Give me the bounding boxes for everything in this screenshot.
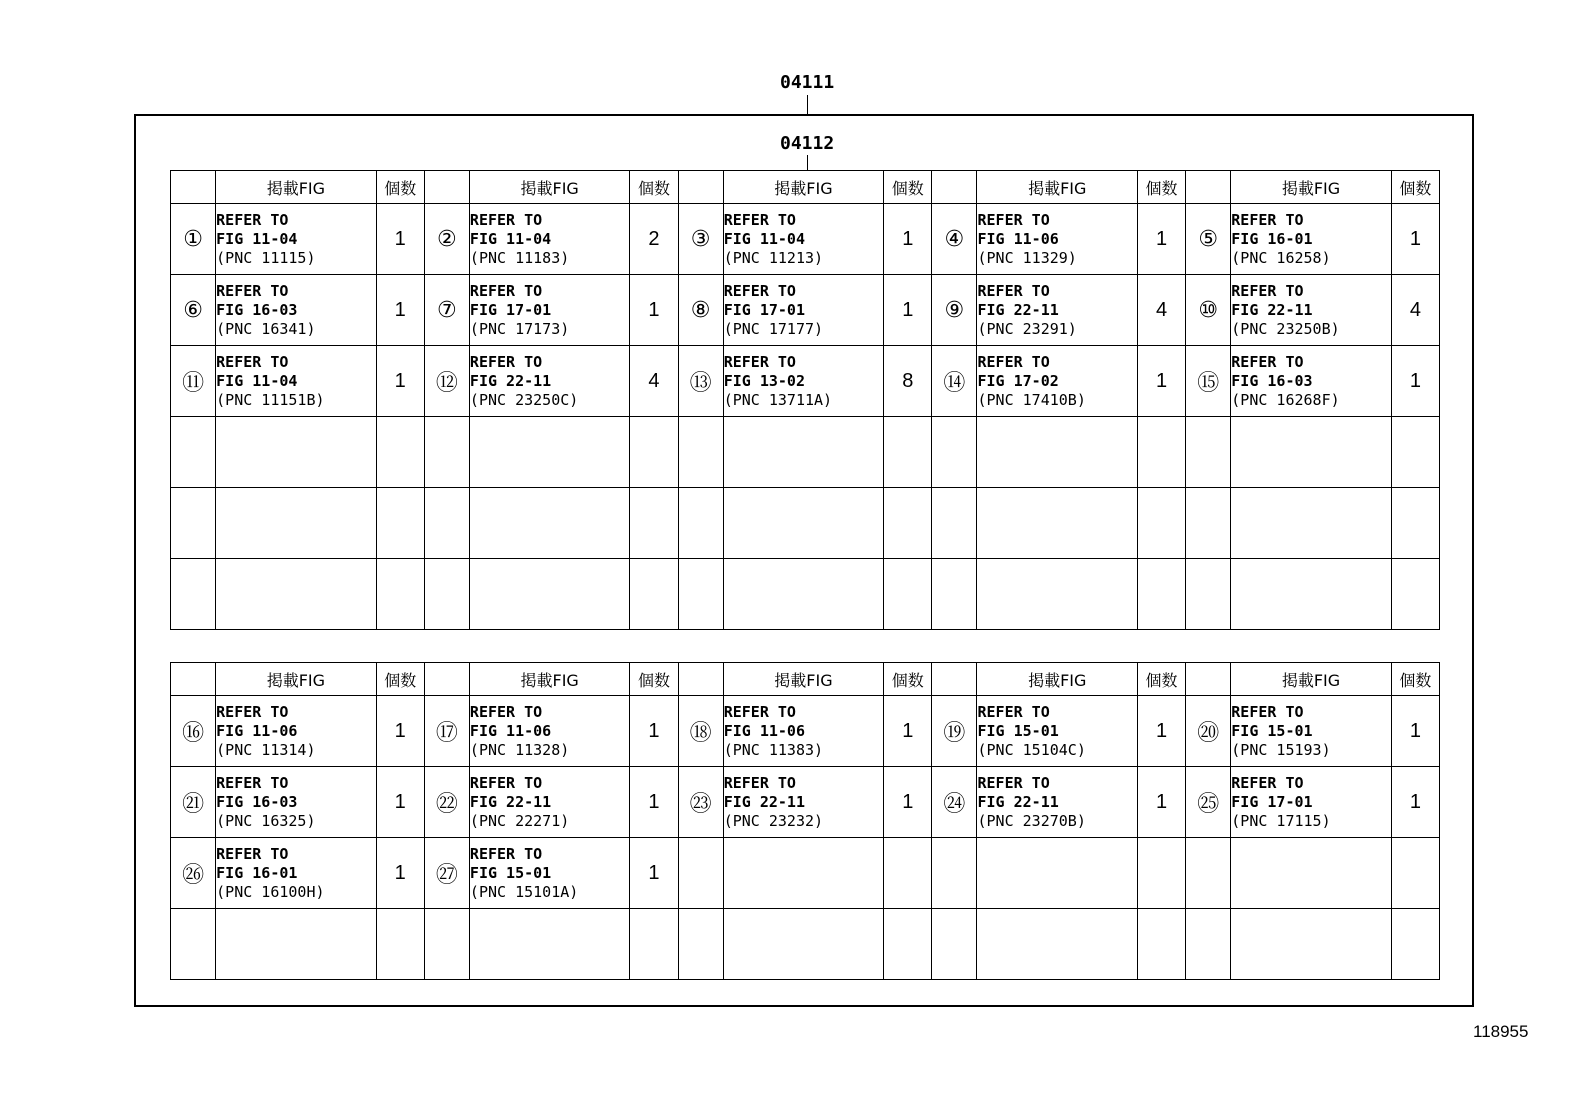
assembly-label-04112: 04112 (780, 133, 835, 154)
reference-cell (977, 346, 1138, 417)
reference-cell (723, 838, 884, 909)
reference-line-1: REFER TO (216, 210, 289, 229)
table-row (171, 767, 1440, 838)
header-fig-cell: 掲載FIG (469, 663, 630, 696)
quantity-cell: 1 (1137, 204, 1185, 275)
reference-pnc: (PNC 16268F) (1231, 390, 1340, 409)
empty-reference-cell (1231, 559, 1392, 630)
empty-quantity-cell (630, 488, 678, 559)
empty-reference-cell (1231, 488, 1392, 559)
reference-figure: FIG 17-02 (977, 371, 1059, 390)
quantity-cell: 1 (1391, 204, 1439, 275)
reference-pnc: (PNC 15101A) (469, 882, 579, 901)
quantity-cell: 1 (1137, 346, 1185, 417)
reference-pnc: (PNC 11329) (977, 248, 1077, 267)
empty-quantity-cell (1137, 559, 1185, 630)
table-row (171, 275, 1440, 346)
item-number: ⑭ (932, 346, 977, 417)
header-number-cell (1186, 663, 1231, 696)
reference-line-1: REFER TO (723, 352, 796, 371)
reference-pnc: (PNC 13711A) (723, 390, 833, 409)
empty-quantity-cell (884, 488, 932, 559)
table-row (171, 204, 1440, 275)
reference-cell (977, 275, 1138, 346)
empty-number-cell (171, 488, 216, 559)
reference-line-1: REFER TO (723, 281, 796, 300)
parts-table-2 (170, 662, 1440, 980)
empty-quantity-cell (376, 559, 424, 630)
empty-reference-cell (469, 417, 630, 488)
reference-line-1: REFER TO (1231, 702, 1304, 721)
reference-cell (216, 767, 377, 838)
reference-cell (469, 767, 630, 838)
item-number: ④ (932, 204, 977, 275)
empty-quantity-cell (1137, 417, 1185, 488)
empty-reference-cell (469, 909, 630, 980)
reference-figure: FIG 22-11 (469, 792, 552, 811)
reference-figure: FIG 13-02 (723, 371, 805, 390)
empty-number-cell (932, 417, 977, 488)
empty-reference-cell (977, 488, 1138, 559)
header-number-cell (424, 171, 469, 204)
item-number: ㉓ (678, 767, 723, 838)
reference-pnc: (PNC 17410B) (977, 390, 1086, 409)
quantity-cell: 1 (376, 767, 424, 838)
reference-cell (723, 696, 884, 767)
reference-line-1: REFER TO (469, 352, 543, 371)
reference-figure: FIG 22-11 (469, 371, 552, 390)
reference-cell (723, 346, 884, 417)
reference-pnc: (PNC 23270B) (977, 811, 1086, 830)
reference-line-1: REFER TO (723, 210, 796, 229)
header-fig-cell: 掲載FIG (723, 171, 884, 204)
reference-pnc: (PNC 11328) (469, 740, 570, 759)
quantity-cell: 4 (1137, 275, 1185, 346)
header-fig-cell: 掲載FIG (977, 171, 1138, 204)
reference-cell (1231, 696, 1392, 767)
reference-line-1: REFER TO (469, 281, 543, 300)
reference-figure: FIG 16-03 (216, 300, 298, 319)
empty-reference-cell (216, 488, 377, 559)
item-number: ⑬ (678, 346, 723, 417)
quantity-cell (1391, 838, 1439, 909)
reference-figure: FIG 11-06 (723, 721, 805, 740)
quantity-cell: 1 (1137, 767, 1185, 838)
reference-figure: FIG 16-03 (216, 792, 298, 811)
item-number: ⑩ (1186, 275, 1231, 346)
reference-line-1: REFER TO (216, 352, 289, 371)
item-number: ⑨ (932, 275, 977, 346)
quantity-cell: 1 (376, 275, 424, 346)
illustration-id: 118955 (1473, 1022, 1529, 1041)
reference-figure: FIG 16-03 (1231, 371, 1313, 390)
reference-cell (1231, 767, 1392, 838)
header-qty-cell: 個数 (884, 171, 932, 204)
item-number: ② (424, 204, 469, 275)
reference-cell (723, 275, 884, 346)
reference-pnc: (PNC 16100H) (216, 882, 325, 901)
quantity-cell: 4 (1391, 275, 1439, 346)
item-number: ⑤ (1186, 204, 1231, 275)
header-fig-cell: 掲載FIG (1231, 171, 1392, 204)
item-number: ⑲ (932, 696, 977, 767)
header-number-cell (171, 171, 216, 204)
empty-row (171, 559, 1440, 630)
empty-quantity-cell (884, 559, 932, 630)
reference-cell (977, 696, 1138, 767)
reference-figure: FIG 22-11 (977, 792, 1059, 811)
reference-cell (469, 696, 630, 767)
reference-pnc: (PNC 15193) (1231, 740, 1331, 759)
reference-pnc: (PNC 11183) (469, 248, 570, 267)
header-number-cell (424, 663, 469, 696)
reference-line-1: REFER TO (216, 844, 289, 863)
quantity-cell: 1 (630, 275, 678, 346)
empty-number-cell (424, 909, 469, 980)
empty-number-cell (932, 488, 977, 559)
table-row (171, 346, 1440, 417)
item-number: ⑦ (424, 275, 469, 346)
header-fig-cell: 掲載FIG (216, 663, 377, 696)
reference-figure: FIG 17-01 (723, 300, 805, 319)
quantity-cell: 1 (884, 767, 932, 838)
empty-quantity-cell (884, 909, 932, 980)
item-number: ⑧ (678, 275, 723, 346)
leader-line-04111 (807, 95, 808, 115)
table-row (171, 838, 1440, 909)
table-row (171, 696, 1440, 767)
empty-quantity-cell (1137, 909, 1185, 980)
empty-reference-cell (1231, 909, 1392, 980)
empty-reference-cell (723, 417, 884, 488)
reference-figure: FIG 16-01 (216, 863, 298, 882)
reference-figure: FIG 11-04 (216, 229, 298, 248)
quantity-cell: 1 (376, 346, 424, 417)
empty-reference-cell (723, 488, 884, 559)
empty-reference-cell (216, 417, 377, 488)
header-number-cell (932, 171, 977, 204)
item-number (678, 838, 723, 909)
reference-cell (723, 204, 884, 275)
item-number: ⑮ (1186, 346, 1231, 417)
quantity-cell (1137, 838, 1185, 909)
empty-reference-cell (216, 559, 377, 630)
header-qty-cell: 個数 (1391, 663, 1439, 696)
empty-number-cell (1186, 559, 1231, 630)
empty-number-cell (678, 559, 723, 630)
reference-line-1: REFER TO (977, 702, 1050, 721)
item-number: ㉕ (1186, 767, 1231, 838)
reference-pnc: (PNC 11383) (723, 740, 824, 759)
reference-pnc: (PNC 11115) (216, 248, 316, 267)
reference-line-1: REFER TO (1231, 352, 1304, 371)
quantity-cell: 1 (1391, 696, 1439, 767)
quantity-cell (884, 838, 932, 909)
empty-number-cell (678, 488, 723, 559)
reference-figure: FIG 22-11 (1231, 300, 1313, 319)
header-fig-cell: 掲載FIG (723, 663, 884, 696)
empty-number-cell (424, 417, 469, 488)
reference-figure: FIG 11-04 (216, 371, 298, 390)
reference-cell (469, 204, 630, 275)
reference-pnc: (PNC 23250B) (1231, 319, 1340, 338)
quantity-cell: 1 (884, 275, 932, 346)
empty-reference-cell (469, 559, 630, 630)
header-qty-cell: 個数 (630, 171, 678, 204)
item-number: ㉑ (171, 767, 216, 838)
item-number: ㉒ (424, 767, 469, 838)
assembly-label-04111: 04111 (780, 72, 835, 93)
quantity-cell: 4 (630, 346, 678, 417)
empty-reference-cell (723, 559, 884, 630)
empty-number-cell (171, 909, 216, 980)
reference-cell (1231, 275, 1392, 346)
quantity-cell: 1 (376, 696, 424, 767)
reference-cell (469, 275, 630, 346)
reference-line-1: REFER TO (469, 844, 543, 863)
item-number: ③ (678, 204, 723, 275)
header-number-cell (678, 171, 723, 204)
reference-cell (977, 838, 1138, 909)
header-fig-cell: 掲載FIG (216, 171, 377, 204)
empty-number-cell (678, 417, 723, 488)
reference-figure: FIG 11-04 (723, 229, 805, 248)
header-qty-cell: 個数 (376, 171, 424, 204)
reference-figure: FIG 22-11 (977, 300, 1059, 319)
empty-quantity-cell (630, 559, 678, 630)
reference-figure: FIG 15-01 (1231, 721, 1313, 740)
header-number-cell (1186, 171, 1231, 204)
empty-number-cell (678, 909, 723, 980)
reference-figure: FIG 11-06 (469, 721, 552, 740)
reference-cell (723, 767, 884, 838)
empty-number-cell (932, 909, 977, 980)
item-number: ⑳ (1186, 696, 1231, 767)
empty-number-cell (424, 559, 469, 630)
quantity-cell: 1 (1391, 767, 1439, 838)
table-header-row (171, 663, 1440, 696)
reference-cell (977, 204, 1138, 275)
reference-line-1: REFER TO (469, 773, 543, 792)
reference-cell (977, 767, 1138, 838)
empty-quantity-cell (1391, 909, 1439, 980)
item-number: ㉔ (932, 767, 977, 838)
leader-line-04112 (807, 155, 808, 171)
header-qty-cell: 個数 (1391, 171, 1439, 204)
reference-pnc: (PNC 11314) (216, 740, 316, 759)
empty-quantity-cell (1391, 559, 1439, 630)
header-fig-cell: 掲載FIG (1231, 663, 1392, 696)
empty-quantity-cell (376, 488, 424, 559)
quantity-cell: 1 (1391, 346, 1439, 417)
header-fig-cell: 掲載FIG (977, 663, 1138, 696)
reference-line-1: REFER TO (469, 702, 543, 721)
empty-quantity-cell (630, 909, 678, 980)
empty-number-cell (1186, 417, 1231, 488)
item-number: ㉗ (424, 838, 469, 909)
reference-cell (469, 838, 630, 909)
quantity-cell: 1 (630, 838, 678, 909)
item-number: ㉖ (171, 838, 216, 909)
header-number-cell (932, 663, 977, 696)
reference-cell (216, 346, 377, 417)
reference-pnc: (PNC 23232) (723, 811, 824, 830)
header-qty-cell: 個数 (376, 663, 424, 696)
reference-line-1: REFER TO (977, 773, 1050, 792)
reference-figure: FIG 11-04 (469, 229, 552, 248)
empty-quantity-cell (1137, 488, 1185, 559)
empty-row (171, 488, 1440, 559)
empty-reference-cell (723, 909, 884, 980)
quantity-cell: 1 (376, 204, 424, 275)
header-qty-cell: 個数 (884, 663, 932, 696)
reference-line-1: REFER TO (977, 210, 1050, 229)
empty-quantity-cell (376, 417, 424, 488)
empty-reference-cell (469, 488, 630, 559)
reference-line-1: REFER TO (469, 210, 543, 229)
quantity-cell: 1 (630, 767, 678, 838)
reference-figure: FIG 11-06 (977, 229, 1059, 248)
empty-reference-cell (977, 417, 1138, 488)
reference-pnc: (PNC 11151B) (216, 390, 325, 409)
reference-cell (216, 696, 377, 767)
quantity-cell: 1 (884, 204, 932, 275)
item-number: ① (171, 204, 216, 275)
empty-number-cell (932, 559, 977, 630)
quantity-cell: 2 (630, 204, 678, 275)
reference-pnc: (PNC 11213) (723, 248, 824, 267)
empty-reference-cell (1231, 417, 1392, 488)
reference-line-1: REFER TO (216, 702, 289, 721)
header-number-cell (171, 663, 216, 696)
reference-line-1: REFER TO (1231, 773, 1304, 792)
reference-pnc: (PNC 15104C) (977, 740, 1086, 759)
quantity-cell: 8 (884, 346, 932, 417)
quantity-cell: 1 (376, 838, 424, 909)
reference-figure: FIG 22-11 (723, 792, 805, 811)
reference-cell (469, 346, 630, 417)
header-qty-cell: 個数 (1137, 663, 1185, 696)
quantity-cell: 1 (884, 696, 932, 767)
reference-line-1: REFER TO (723, 773, 796, 792)
item-number (932, 838, 977, 909)
reference-pnc: (PNC 17115) (1231, 811, 1331, 830)
empty-row (171, 909, 1440, 980)
item-number: ⑥ (171, 275, 216, 346)
reference-line-1: REFER TO (977, 352, 1050, 371)
reference-line-1: REFER TO (1231, 210, 1304, 229)
empty-reference-cell (977, 559, 1138, 630)
item-number: ⑱ (678, 696, 723, 767)
header-qty-cell: 個数 (1137, 171, 1185, 204)
reference-pnc: (PNC 17173) (469, 319, 570, 338)
empty-quantity-cell (1391, 488, 1439, 559)
item-number: ⑯ (171, 696, 216, 767)
reference-figure: FIG 15-01 (977, 721, 1059, 740)
empty-quantity-cell (630, 417, 678, 488)
item-number: ⑪ (171, 346, 216, 417)
header-fig-cell: 掲載FIG (469, 171, 630, 204)
reference-line-1: REFER TO (216, 281, 289, 300)
empty-number-cell (171, 559, 216, 630)
reference-cell (216, 838, 377, 909)
parts-table-1 (170, 170, 1440, 630)
header-number-cell (678, 663, 723, 696)
reference-cell (1231, 204, 1392, 275)
reference-figure: FIG 11-06 (216, 721, 298, 740)
reference-figure: FIG 16-01 (1231, 229, 1313, 248)
reference-pnc: (PNC 16325) (216, 811, 316, 830)
reference-figure: FIG 17-01 (1231, 792, 1313, 811)
reference-pnc: (PNC 17177) (723, 319, 824, 338)
empty-number-cell (171, 417, 216, 488)
reference-line-1: REFER TO (216, 773, 289, 792)
reference-line-1: REFER TO (1231, 281, 1304, 300)
empty-quantity-cell (376, 909, 424, 980)
empty-quantity-cell (884, 417, 932, 488)
reference-line-1: REFER TO (723, 702, 796, 721)
reference-cell (216, 204, 377, 275)
item-number: ⑰ (424, 696, 469, 767)
empty-reference-cell (216, 909, 377, 980)
reference-cell (216, 275, 377, 346)
empty-number-cell (424, 488, 469, 559)
empty-reference-cell (977, 909, 1138, 980)
empty-number-cell (1186, 488, 1231, 559)
reference-pnc: (PNC 23291) (977, 319, 1077, 338)
table-header-row (171, 171, 1440, 204)
reference-figure: FIG 15-01 (469, 863, 552, 882)
empty-number-cell (1186, 909, 1231, 980)
item-number (1186, 838, 1231, 909)
reference-line-1: REFER TO (977, 281, 1050, 300)
reference-cell (1231, 346, 1392, 417)
empty-row (171, 417, 1440, 488)
quantity-cell: 1 (630, 696, 678, 767)
reference-pnc: (PNC 23250C) (469, 390, 579, 409)
reference-pnc: (PNC 16258) (1231, 248, 1331, 267)
empty-quantity-cell (1391, 417, 1439, 488)
reference-figure: FIG 17-01 (469, 300, 552, 319)
header-qty-cell: 個数 (630, 663, 678, 696)
quantity-cell: 1 (1137, 696, 1185, 767)
item-number: ⑫ (424, 346, 469, 417)
reference-cell (1231, 838, 1392, 909)
reference-pnc: (PNC 22271) (469, 811, 570, 830)
reference-pnc: (PNC 16341) (216, 319, 316, 338)
